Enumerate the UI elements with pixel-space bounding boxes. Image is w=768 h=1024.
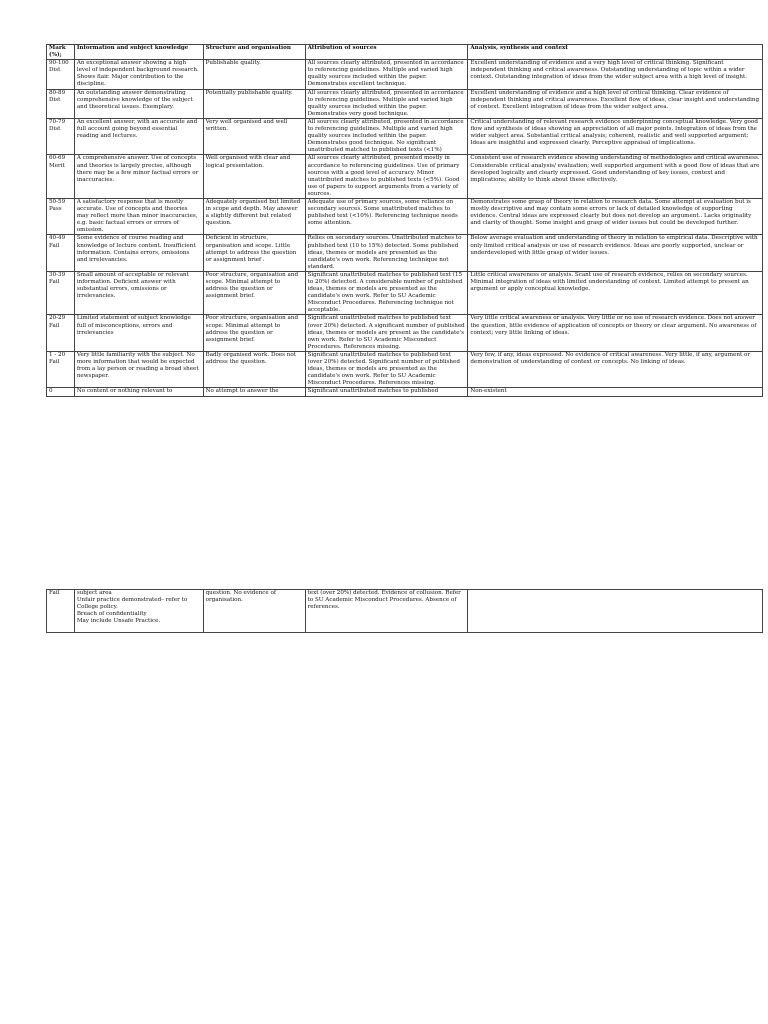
cell-analysis: Excellent understanding of evidence and a high level of critical thinking. Clear evidence of independent thinking and critical awareness. Excellent flow of ideas, clear insight and understanding of context. Excellent integration of ideas from the wider subject area.	[468, 89, 763, 118]
table-row	[47, 315, 763, 351]
cell-analysis: Demonstrates some grasp of theory in relation to research data. Some attempt at evaluation but is mostly descriptive and may contain some errors or lack of detailed knowledge of supporting evidence. Central ideas are expressed clearly but does not develop an argument.. Lacks originality and clarity of thought. Some insight and grasp of wider issues but could be developed further.	[468, 198, 763, 234]
cell-attribution: All sources clearly attributed, presented mostly in accordance to referencing guidelines. Use of primary sources with a good level of accuracy. Minor unattributed matches to published texts (<5%). Good use of papers to support arguments from a variety of sources.	[305, 155, 468, 199]
cell-knowledge: No content or nothing relevant to	[74, 388, 203, 396]
table-header-row	[47, 45, 763, 60]
cell-analysis: Consistent use of research evidence showing understanding of methodologies and critical awareness. Considerable critical analysis/ evaluation; well supported argument with a good flow of ideas that are developed logically and clearly expressed. Good understanding of key issues, context and implications; ability to think about these effectively.	[468, 155, 763, 199]
table-row	[47, 271, 763, 315]
table-row	[47, 235, 763, 271]
cell-knowledge: subject area Unfair practice demonstrated– refer to College policy. Breach of confidentiality May include Unsafe Practice.	[74, 590, 203, 633]
table-row	[47, 89, 763, 118]
table-row	[47, 198, 763, 234]
table-row	[47, 351, 763, 387]
cell-mark: 90-100 Dist	[47, 60, 75, 89]
cell-structure: Poor structure, organisation and scope. Minimal attempt to address the question or assignment brief.	[203, 271, 305, 315]
marking-rubric-table	[46, 44, 763, 397]
cell-mark: 20-29 Fail	[47, 315, 75, 351]
cell-structure: Deficient in structure, organisation and scope. Little attempt to address the question or assignment brief .	[203, 235, 305, 271]
cell-knowledge: Very little familiarity with the subject. No more information that would be expected from a lay person or reading a broad sheet newspaper.	[74, 351, 203, 387]
header-attribution: Attribution of sources	[305, 45, 468, 60]
cell-mark: 30-39 Fail	[47, 271, 75, 315]
cell-attribution: Significant unattributed matches to published text (15 to 20%) detected. A considerable number of published ideas, themes or models are presented as the candidate's own work. Refer to SU Academic Misconduct Procedures. Referencing technique not acceptable.	[305, 271, 468, 315]
cell-knowledge: An outstanding answer demonstrating comprehensive knowledge of the subject and theoretical issues. Exemplary.	[74, 89, 203, 118]
cell-structure: Badly organised work. Does not address the question.	[203, 351, 305, 387]
cell-analysis: Excellent understanding of evidence and a very high level of critical thinking. Significant independent thinking and critical awareness. Outstanding understanding of topic within a wider context. Outstanding integration of ideas from the wider subject area with a high level of insight.	[468, 60, 763, 89]
cell-analysis: Little critical awareness or analysis. Scant use of research evidence, relies on secondary sources. Minimal integration of ideas with limited understanding of context. Limited attempt to present an argument or apply conceptual knowledge.	[468, 271, 763, 315]
cell-structure: question. No evidence of organisation.	[203, 590, 305, 633]
table-row	[47, 118, 763, 154]
cell-attribution: Significant unattributed matches to published text (over 20%) detected. A significant number of published ideas, themes or models are present as the candidate's own work. Refer to SU Academic Misconduct Procedures. References missing.	[305, 315, 468, 351]
continuation-table	[46, 589, 763, 633]
cell-analysis: Very few, if any, ideas expressed. No evidence of critical awareness. Very little, if any, argument or demonstration of understanding of context or concepts. No linking of ideas.	[468, 351, 763, 387]
cell-knowledge: A satisfactory response that is mostly accurate. Use of concepts and theories may reflect more than minor inaccuracies, e.g. basic factual errors or errors of omission.	[74, 198, 203, 234]
cell-mark: 40-49 Fail	[47, 235, 75, 271]
table-row	[47, 155, 763, 199]
cell-mark: 80-89 Dist	[47, 89, 75, 118]
cell-attribution: Adequate use of primary sources, some reliance on secondary sources. Some unattributed matches to published text (<10%). Referencing technique needs some attention.	[305, 198, 468, 234]
cell-mark: 0	[47, 388, 75, 396]
cell-analysis: Critical understanding of relevant research evidence underpinning conceptual knowledge. Very good flow and synthesis of ideas showing an appreciation of all major points. Integration of ideas from the wider subject area. Substantial critical analysis; coherent, realistic and well supported argument; Ideas are insightful and expressed clearly. Perceptive appraisal of implications.	[468, 118, 763, 154]
cell-knowledge: Some evidence of course reading and knowledge of lecture content. Insufficient information. Contains errors, omissions and irrelevancies.	[74, 235, 203, 271]
cell-attribution: text (over 20%) detected. Evidence of collusion. Refer to SU Academic Misconduct Procedures. Absence of references.	[305, 590, 468, 633]
table-row	[47, 590, 763, 633]
cell-mark: 50-59 Pass	[47, 198, 75, 234]
cell-attribution: All sources clearly attributed, presented in accordance to referencing guidelines. Multiple and varied high quality sources included within the paper. Demonstrates very good technique.	[305, 89, 468, 118]
cell-knowledge: Limited statement of subject knowledge full of misconceptions, errors and irrelevancies	[74, 315, 203, 351]
cell-attribution: Significant unattributed matches to published text (over 20%) detected. Significant number of published ideas, themes or models are presented as the candidate's own work. Refer to SU Academic Misconduct Procedures. References missing.	[305, 351, 468, 387]
cell-mark: 60-69 Merit	[47, 155, 75, 199]
cell-knowledge: Small amount of acceptable or relevant information. Deficient answer with substantial errors, omissions or irrelevancies.	[74, 271, 203, 315]
cell-knowledge: An exceptional answer showing a high level of independent background research. Shows flair. Major contribution to the discipline.	[74, 60, 203, 89]
cell-knowledge: A comprehensive answer. Use of concepts and theories is largely precise, although there may be a few minor factual errors or inaccuracies.	[74, 155, 203, 199]
table-row	[47, 60, 763, 89]
table-row	[47, 388, 763, 396]
cell-attribution: All sources clearly attributed, presented in accordance to referencing guidelines. Multiple and varied high quality sources included within the paper. Demonstrates excellent technique.	[305, 60, 468, 89]
cell-analysis	[468, 590, 763, 633]
cell-attribution: Relies on secondary sources. Unattributed matches to published text (10 to 15%) detected. Some published ideas, themes or models are presented as the candidate's own work. Referencing technique not standard.	[305, 235, 468, 271]
cell-knowledge: An excellent answer, with an accurate and full account going beyond essential reading and lectures.	[74, 118, 203, 154]
cell-structure: Well organised with clear and logical presentation.	[203, 155, 305, 199]
cell-attribution: All sources clearly attributed, presented in accordance to referencing guidelines. Multiple and varied high quality sources included within the paper. Demonstrates good technique. No significant unattributed matched to published texts (<1%)	[305, 118, 468, 154]
cell-mark: 70-79 Dist	[47, 118, 75, 154]
cell-mark: 1 - 20 Fail	[47, 351, 75, 387]
cell-structure: Publishable quality.	[203, 60, 305, 89]
header-structure: Structure and organisation	[203, 45, 305, 60]
cell-analysis: Very little critical awareness or analysis. Very little or no use of research evidence. Does not answer the question, little evidence of application of concepts or theory or clear argument. No awareness of context; very little linking of ideas.	[468, 315, 763, 351]
cell-mark: Fail	[47, 590, 75, 633]
header-mark: Mark (%);	[47, 45, 75, 60]
cell-analysis: Non-existent	[468, 388, 763, 396]
cell-structure: Very well organised and well written.	[203, 118, 305, 154]
cell-attribution: Significant unattributed matches to published	[305, 388, 468, 396]
cell-structure: Poor structure, organisation and scope. Minimal attempt to address the question or assignment brief.	[203, 315, 305, 351]
cell-structure: No attempt to answer the	[203, 388, 305, 396]
cell-analysis: Below average evaluation and understanding of theory in relation to empirical data. Descriptive with only limited critical analysis or use of research evidence. Ideas are poorly supported, unclear or underdeveloped with little grasp of wider issues.	[468, 235, 763, 271]
header-knowledge: Information and subject knowledge	[74, 45, 203, 60]
header-analysis: Analysis, synthesis and context	[468, 45, 763, 60]
cell-structure: Adequately organised but limited in scope and depth. May answer a slightly different but related question.	[203, 198, 305, 234]
cell-structure: Potentially publishable quality.	[203, 89, 305, 118]
